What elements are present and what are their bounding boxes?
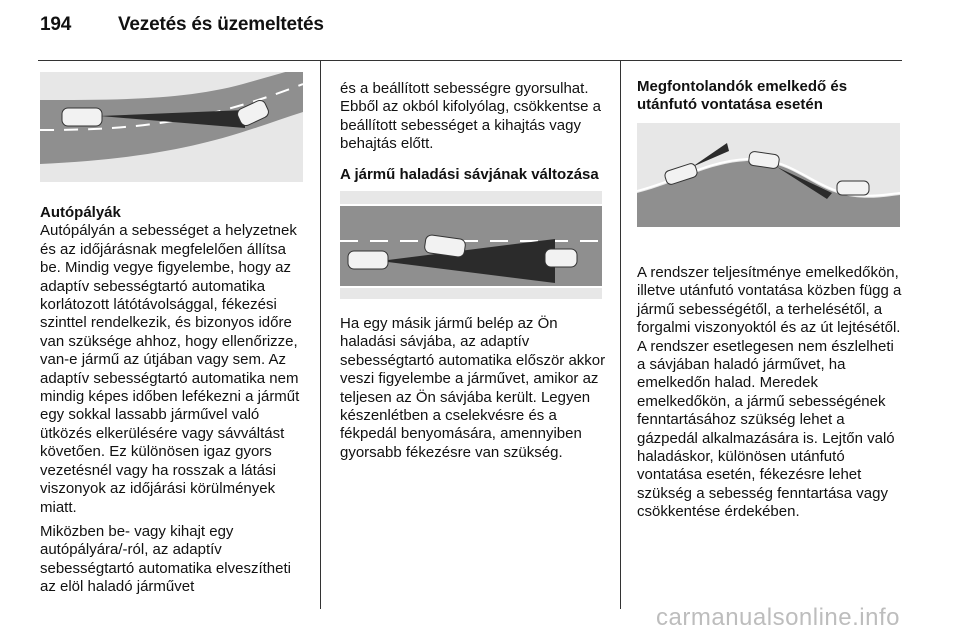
paragraph: Ha egy másik jármű belép az Ön haladási sávjába, az adaptív sebességtartó automatika először akkor veszi figyelembe a járművet, amikor az teljesen az Ön sávjába került. Legyen készenlétben a cselekvésre és a fékpedál benyomására, amennyiben gyorsabb fékezésre van szükség.: [340, 315, 606, 461]
highway-curve-illustration: [40, 72, 303, 182]
lane-change-illustration: [340, 191, 602, 299]
header-rule: [38, 60, 902, 61]
paragraph: A rendszer teljesítménye emelkedőkön, illetve utánfutó vontatása közben függ a jármű sebességétől, a terhelésétől, a forgalmi viszonyoktól és az út lejtésétől. A rendszer esetlegesen nem észlelheti a sávjában haladó járművet, ha emelkedőn halad. Meredek emelkedőkön, a jármű sebességének fenntartásához szükség lehet a gázpedál alkalmazására is. Lejtőn való haladáskor, különösen utánfutó vontatása esetén, fékezésre lehet szükség a sebesség fenntartása vagy csökkentése érdekében.: [637, 264, 902, 521]
column-2-top: [340, 80, 608, 190]
page-title: Vezetés és üzemeltetés: [118, 14, 324, 35]
section-heading-autopalyak: Autópályák: [40, 204, 121, 221]
paragraph: Miközben be- vagy kihajt egy autópályára/-ról, az adaptív sebességtartó automatika elveszítheti az elöl haladó járművet: [40, 522, 291, 596]
column-2-bottom: [340, 315, 610, 468]
column-1: [40, 204, 306, 603]
paragraph: Autópályán a sebességet a helyzetnek és az időjárásnak megfelelően állítsa be. Mindig vegye figyelembe, hogy az adaptív sebességtartó automatika korlátozott látótávolsággal, fékezési szinttel rendelkezik, és bizonyos időre van szüksége ahhoz, hogy ellenőrizze, van-e jármű az útjában vagy sem. Az adaptív sebességtartó automatika nem mindig képes időben lefékezni a járműt egy sokkal lassabb járművel való ütközés elkerülésére vagy sávváltást követően. Ez különösen igaz gyors vezetésnél vagy ha rosszak a látási viszonyok az időjárási körülmények miatt.: [40, 222, 300, 516]
page-header: [40, 14, 324, 36]
paragraph: és a beállított sebességre gyorsulhat. Ebből az okból kifolyólag, csökkentse a beállított sebességet a kihajtás vagy behajtás előtt.: [340, 80, 601, 153]
section-heading-incline-towing: Megfontolandók emelkedő és utánfutó vontatása esetén: [637, 78, 848, 114]
column-3-top: [637, 78, 905, 121]
hill-illustration: [637, 123, 900, 227]
column-divider-2: [620, 61, 621, 609]
watermark: carmanualsonline.info: [656, 604, 900, 631]
column-divider-1: [320, 61, 321, 609]
section-heading-lane-change: A jármű haladási sávjának változása: [340, 165, 599, 183]
column-3-bottom: [637, 264, 905, 528]
page-number: 194: [40, 14, 72, 35]
